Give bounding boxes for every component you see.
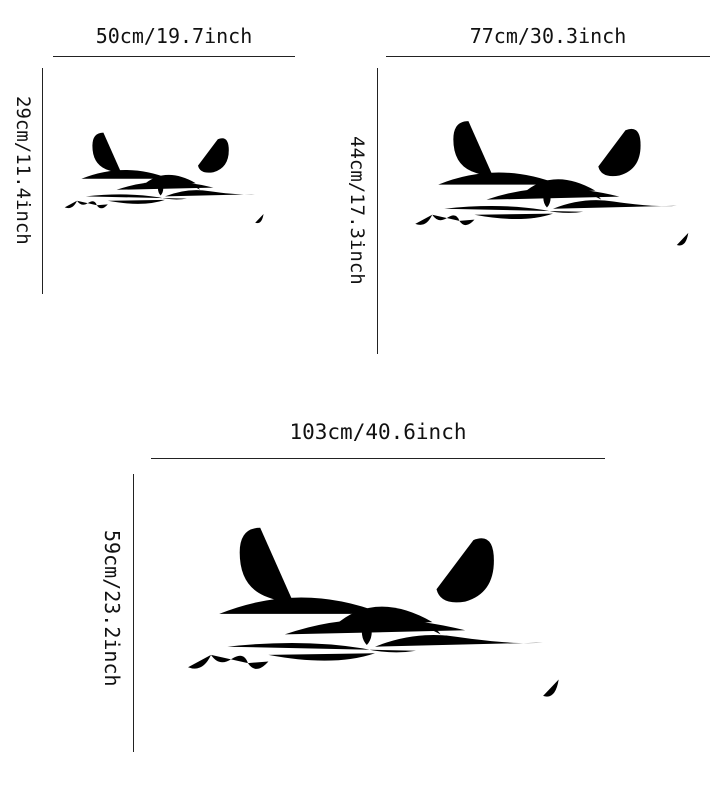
width-rule-large <box>151 458 605 459</box>
height-rule-large <box>133 474 134 752</box>
width-label-small: 50cm/19.7inch <box>95 24 253 48</box>
height-label-large: 59cm/23.2inch <box>100 530 124 687</box>
width-rule-small <box>53 56 295 57</box>
width-label-large: 103cm/40.6inch <box>289 420 467 444</box>
height-rule-medium <box>377 68 378 354</box>
calligraphy-art-small <box>55 110 275 230</box>
height-label-small: 29cm/11.4inch <box>12 96 34 245</box>
calligraphy-art-large <box>170 485 580 710</box>
width-label-medium: 77cm/30.3inch <box>469 24 627 48</box>
height-label-medium: 44cm/17.3inch <box>346 136 368 285</box>
calligraphy-art-medium <box>402 90 704 255</box>
height-rule-small <box>42 68 43 294</box>
width-rule-medium <box>386 56 710 57</box>
